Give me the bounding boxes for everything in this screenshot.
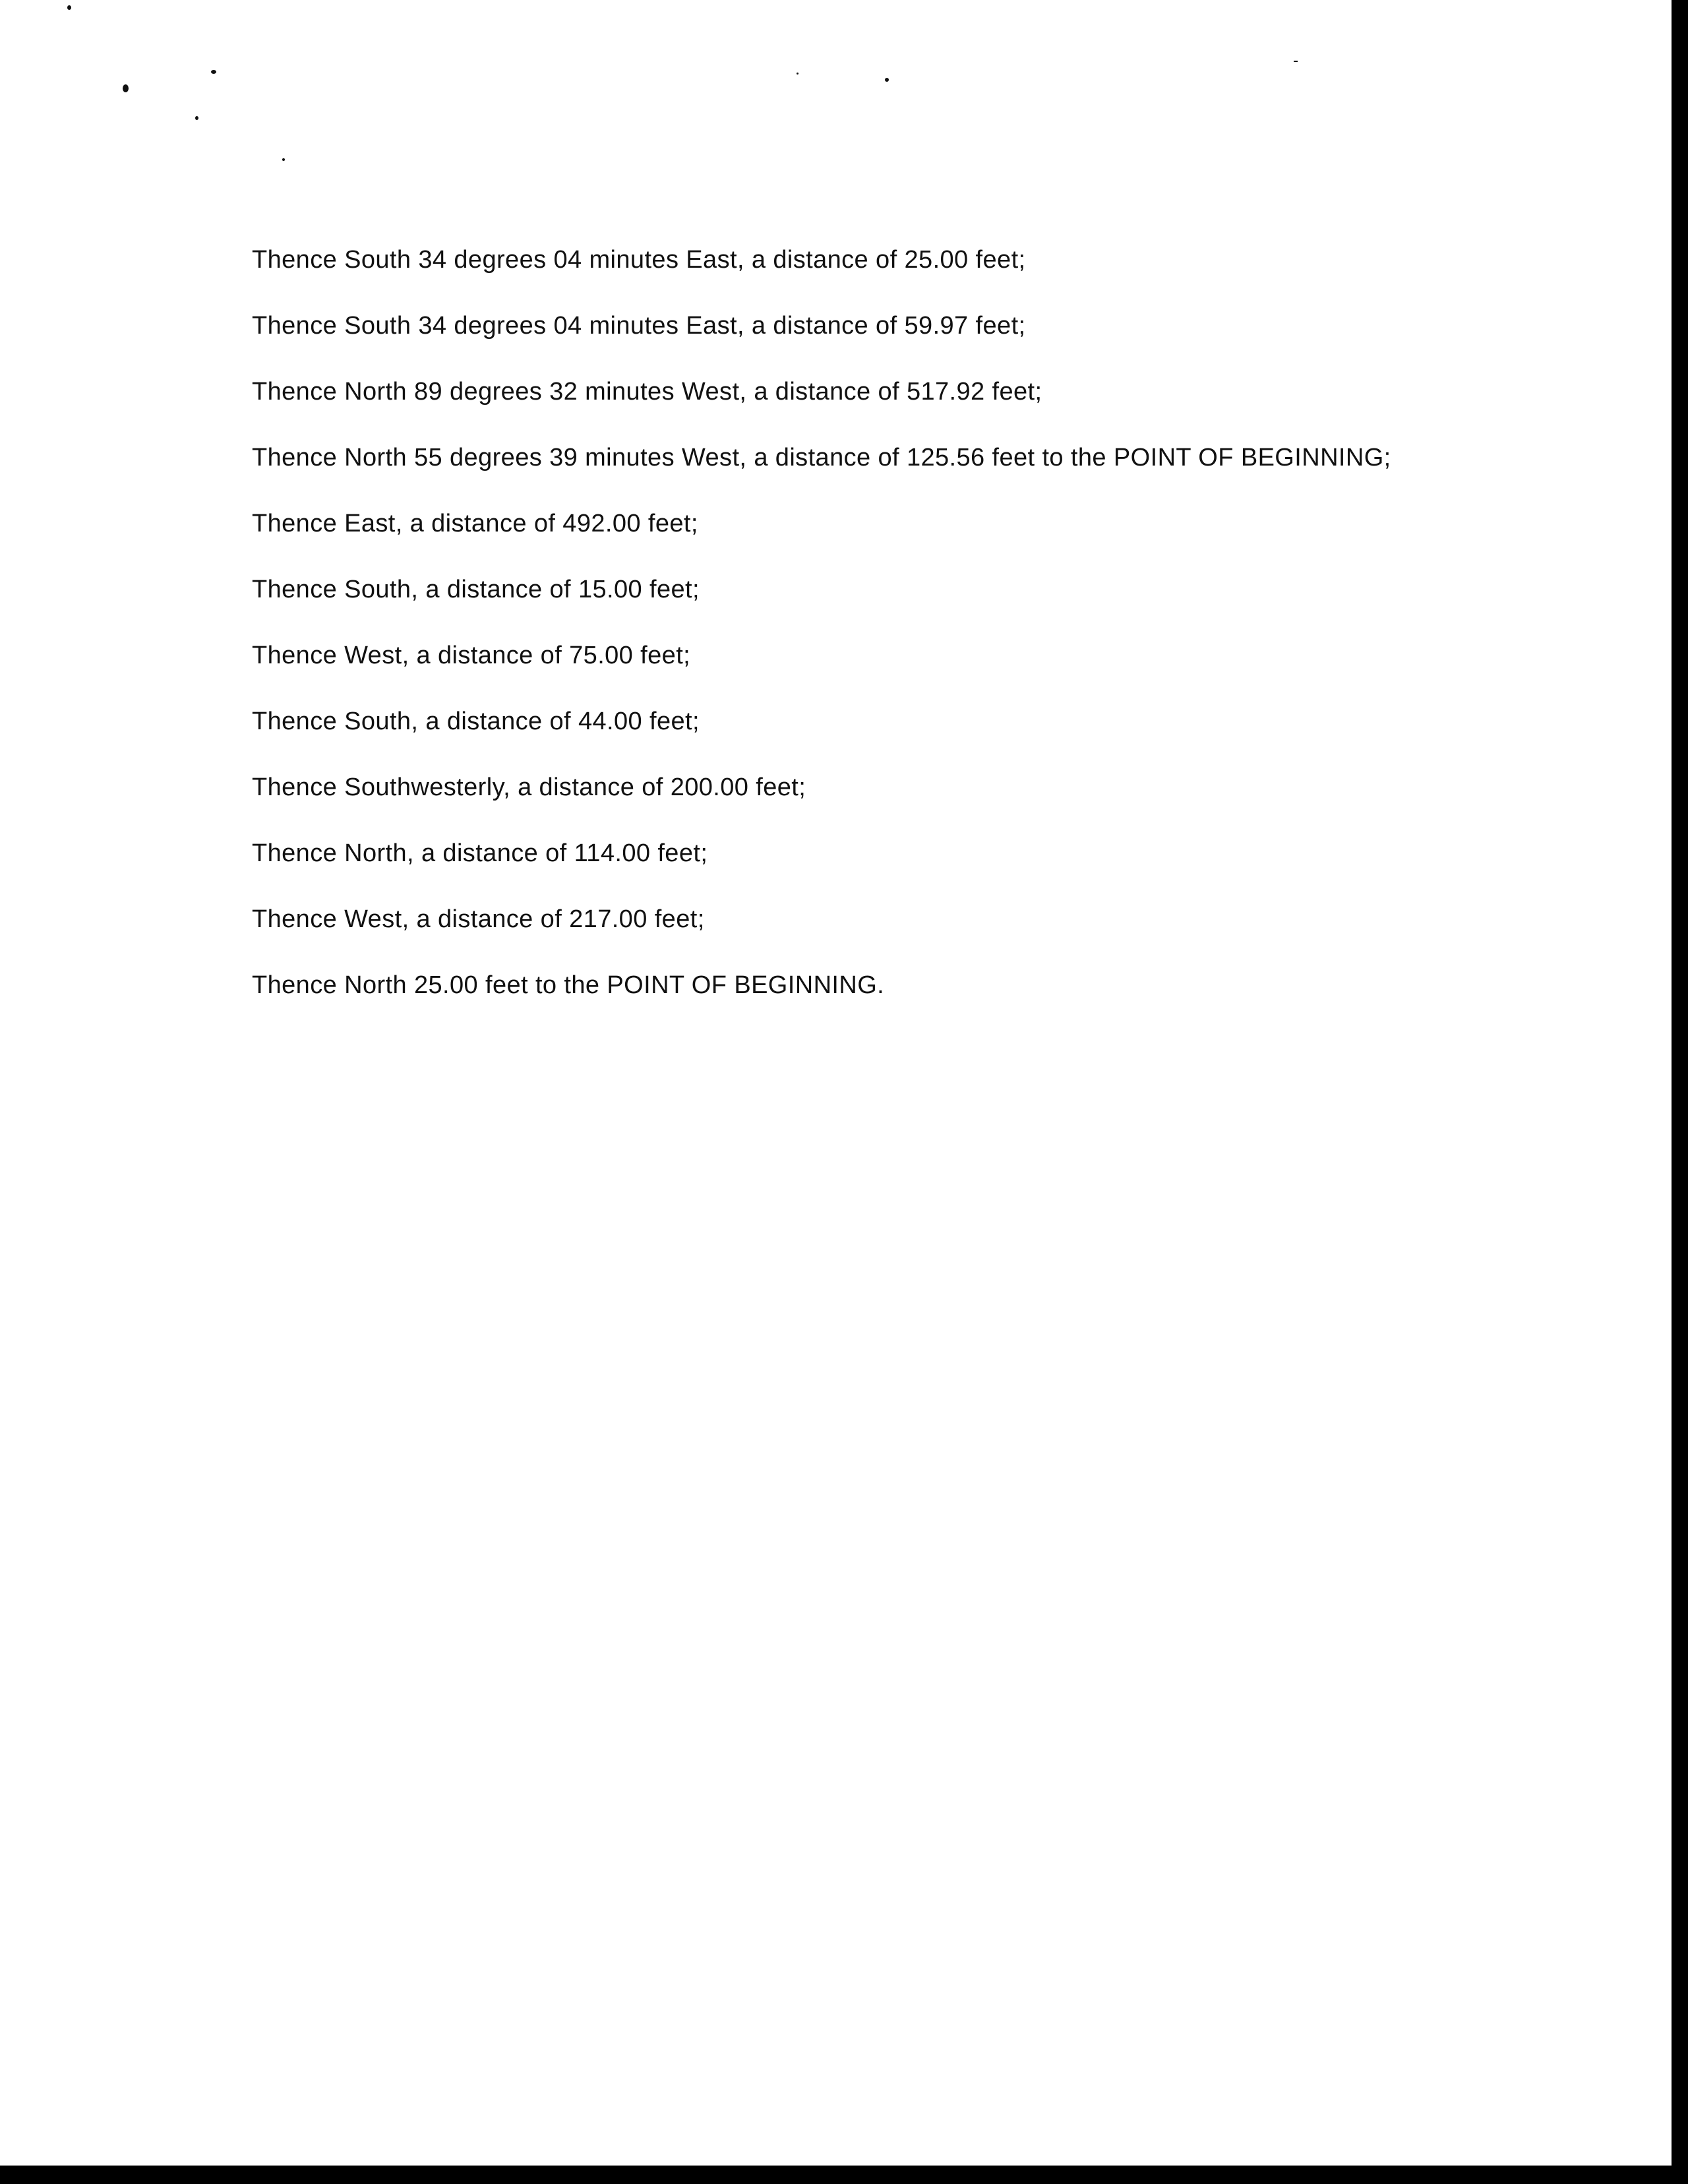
scan-speck [1294, 61, 1298, 62]
description-line: Thence South, a distance of 44.00 feet; [252, 708, 700, 735]
scan-speck [885, 78, 889, 82]
description-line: Thence North, a distance of 114.00 feet; [252, 839, 708, 867]
description-line: Thence West, a distance of 217.00 feet; [252, 905, 705, 933]
description-line: Thence South 34 degrees 04 minutes East, a distance of 25.00 feet; [252, 246, 1026, 274]
description-line: Thence South, a distance of 15.00 feet; [252, 576, 700, 603]
scan-speck [282, 158, 285, 161]
description-line: Thence East, a distance of 492.00 feet; [252, 510, 698, 537]
scan-right-border [1672, 0, 1688, 2184]
scan-speck [195, 116, 198, 120]
description-line: Thence North 25.00 feet to the POINT OF BEGINNING. [252, 971, 885, 999]
scan-speck [67, 5, 71, 10]
description-line: Thence South 34 degrees 04 minutes East, a distance of 59.97 feet; [252, 312, 1026, 340]
scan-bottom-border [0, 2166, 1688, 2184]
description-line: Thence West, a distance of 75.00 feet; [252, 642, 691, 669]
scan-speck [797, 73, 799, 75]
legal-description [252, 245, 1412, 1000]
description-line: Thence North 89 degrees 32 minutes West, a distance of 517.92 feet; [252, 378, 1042, 406]
scan-speck [123, 84, 129, 92]
scan-speck [211, 70, 216, 74]
description-line: Thence Southwesterly, a distance of 200.00 feet; [252, 774, 806, 801]
description-line: Thence North 55 degrees 39 minutes West, a distance of 125.56 feet to the POINT OF BEGINNING; [252, 444, 1391, 471]
